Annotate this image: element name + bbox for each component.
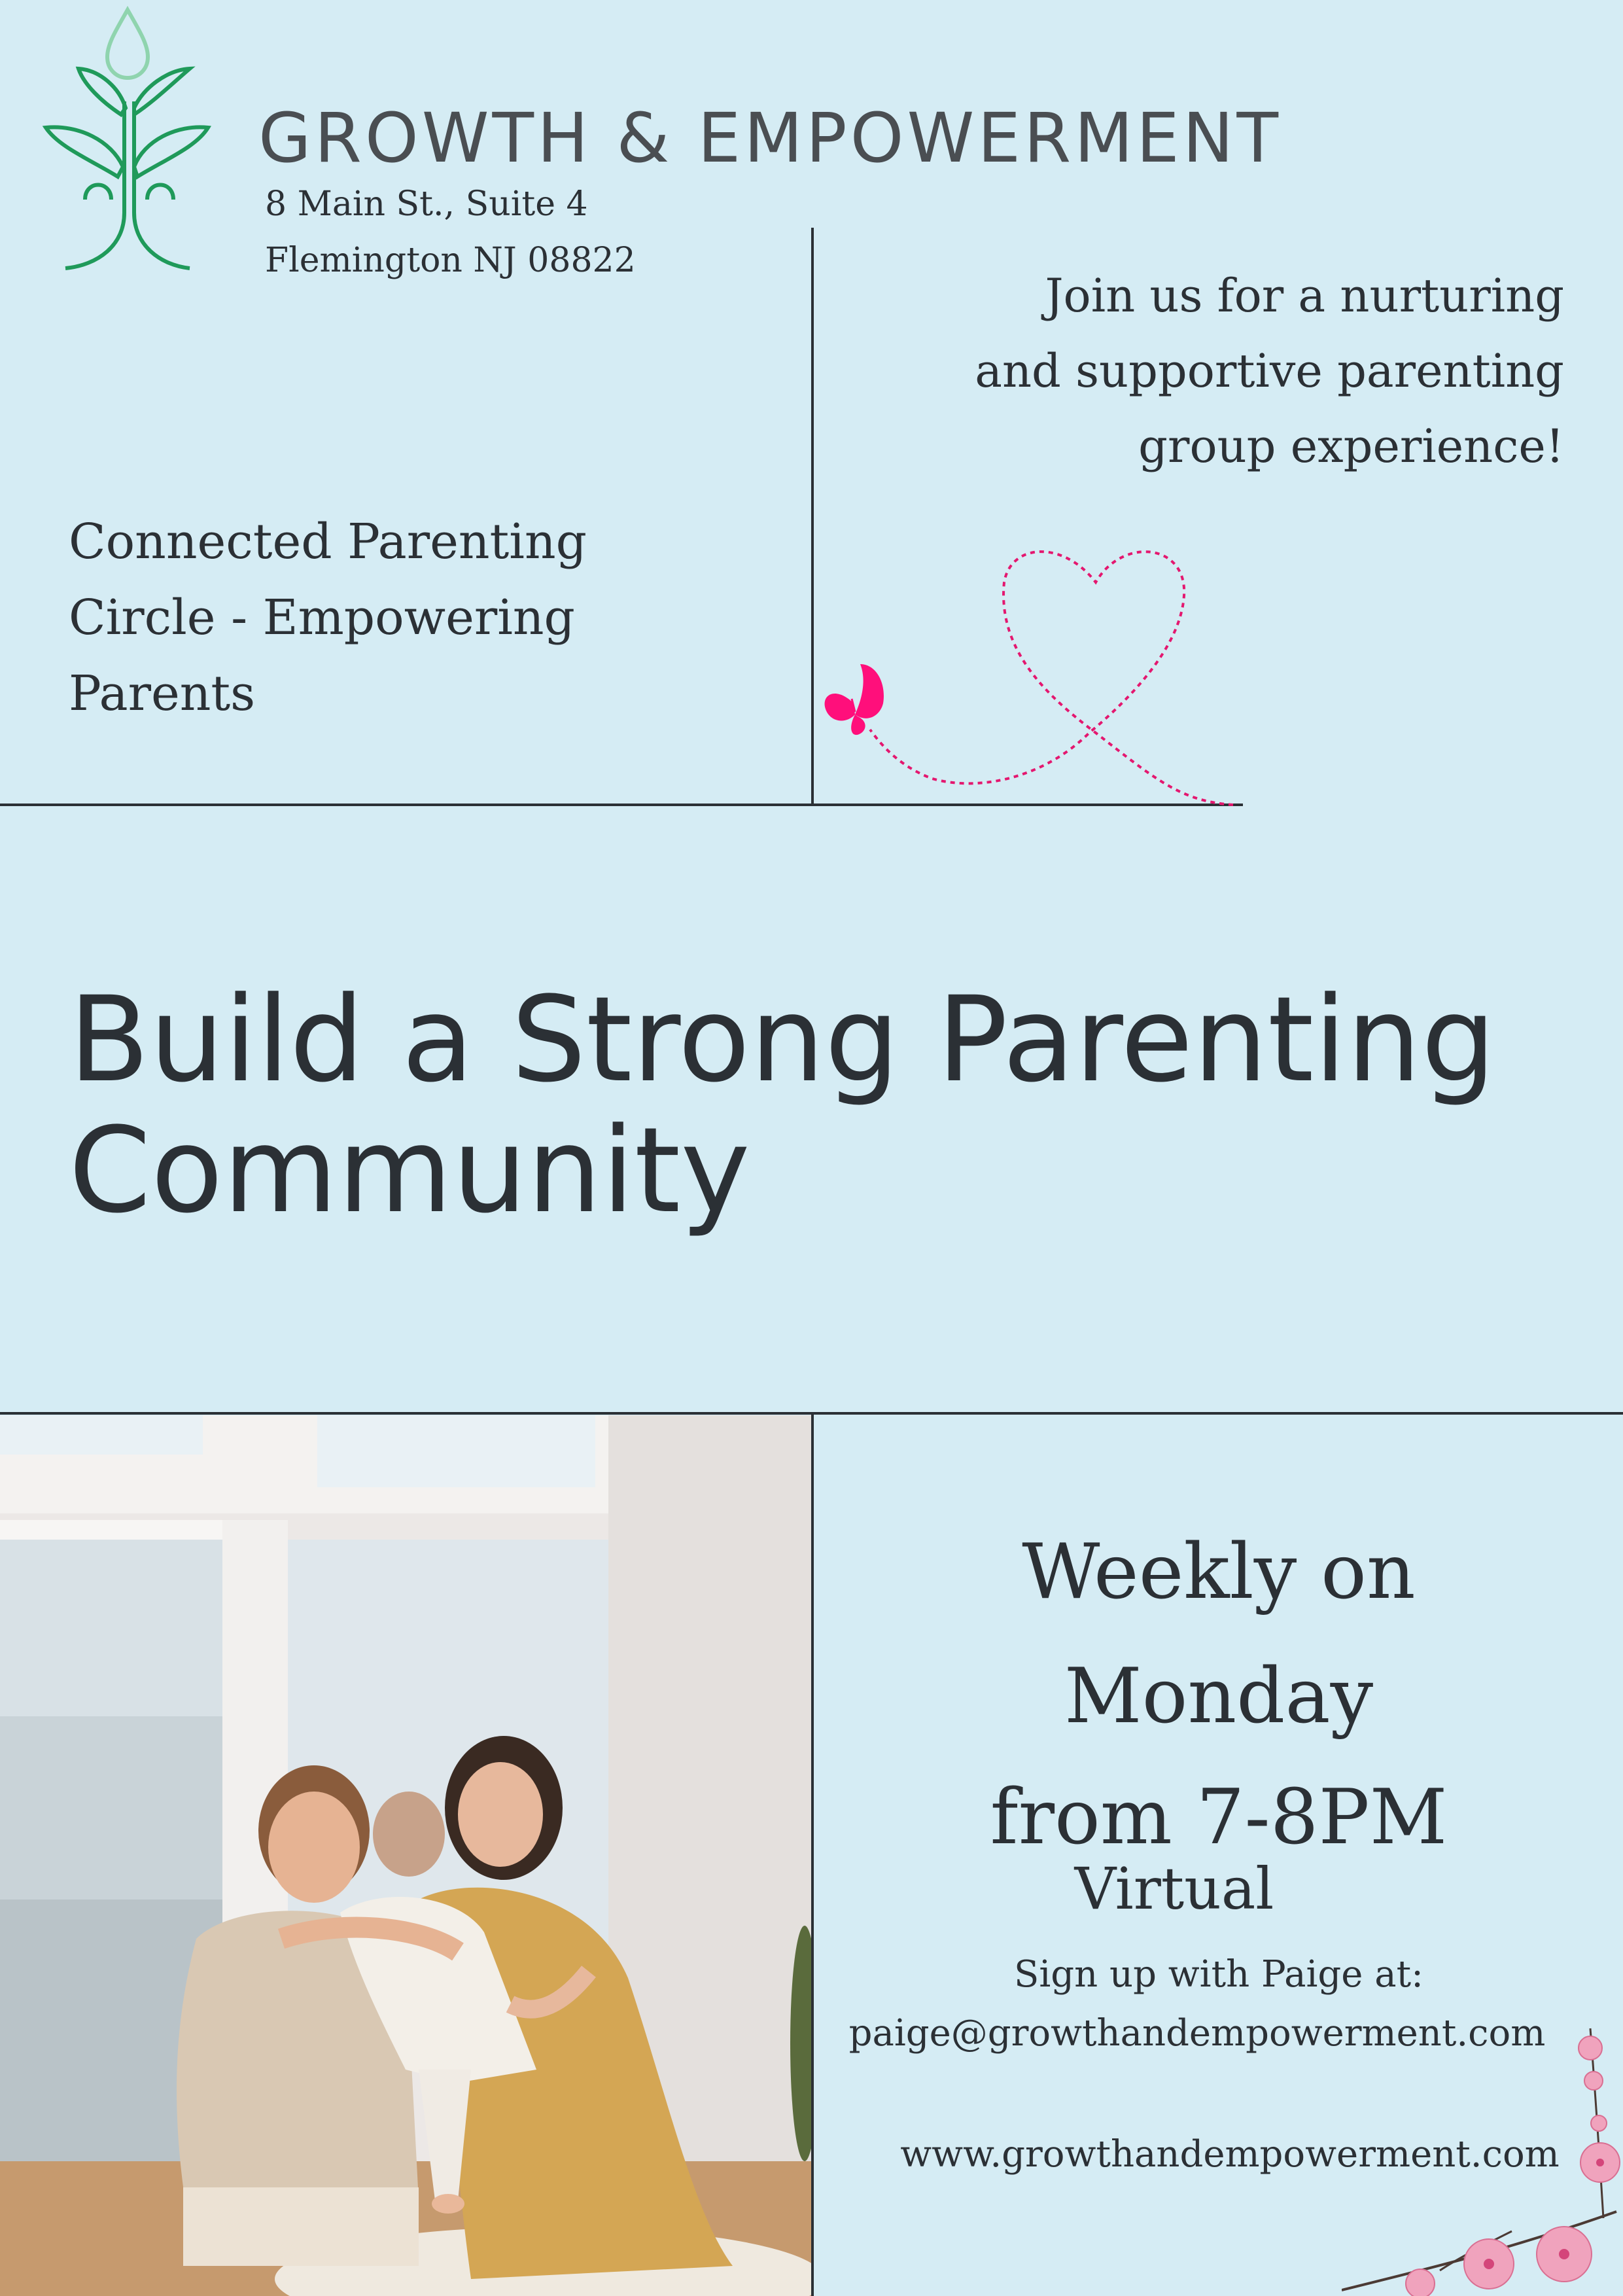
signup-text: Sign up with Paige at: [1014,1953,1423,1996]
bottom-vertical-divider [811,1412,814,2296]
address-line-1: 8 Main St., Suite 4 [265,185,588,224]
program-title-line: Connected Parenting [69,514,587,570]
butterfly-icon [825,664,884,735]
schedule-day: Monday [1064,1652,1374,1740]
cherry-blossom-icon [1342,2009,1623,2296]
headline-line: Community [69,1103,750,1239]
tagline-line: Join us for a nurturing [1045,269,1564,323]
program-title-line: Parents [69,665,256,722]
website-link[interactable]: www.growthandempowerment.com [900,2133,1560,2176]
schedule-format: Virtual [1074,1855,1274,1922]
org-name: GROWTH & EMPOWERMENT [258,98,1282,178]
schedule-time: from 7-8PM [990,1773,1448,1862]
heart-path-icon [814,543,1240,811]
tagline-line: and supportive parenting [975,344,1564,398]
program-title [69,504,788,732]
family-hug-photo [0,1415,811,2296]
program-title-line: Circle - Empowering [69,590,575,646]
tagline-line: group experience! [1138,419,1564,473]
tagline [845,258,1564,484]
headline [69,972,1573,1239]
signup-email-link[interactable]: paige@growthandempowerment.com [848,2012,1546,2055]
logo-sprout-icon [39,3,216,278]
top-vertical-divider [811,228,814,806]
address-line-2: Flemington NJ 08822 [265,241,636,280]
schedule-weekly: Weekly on [1022,1528,1416,1616]
headline-line: Build a Strong Parenting [69,972,1496,1108]
